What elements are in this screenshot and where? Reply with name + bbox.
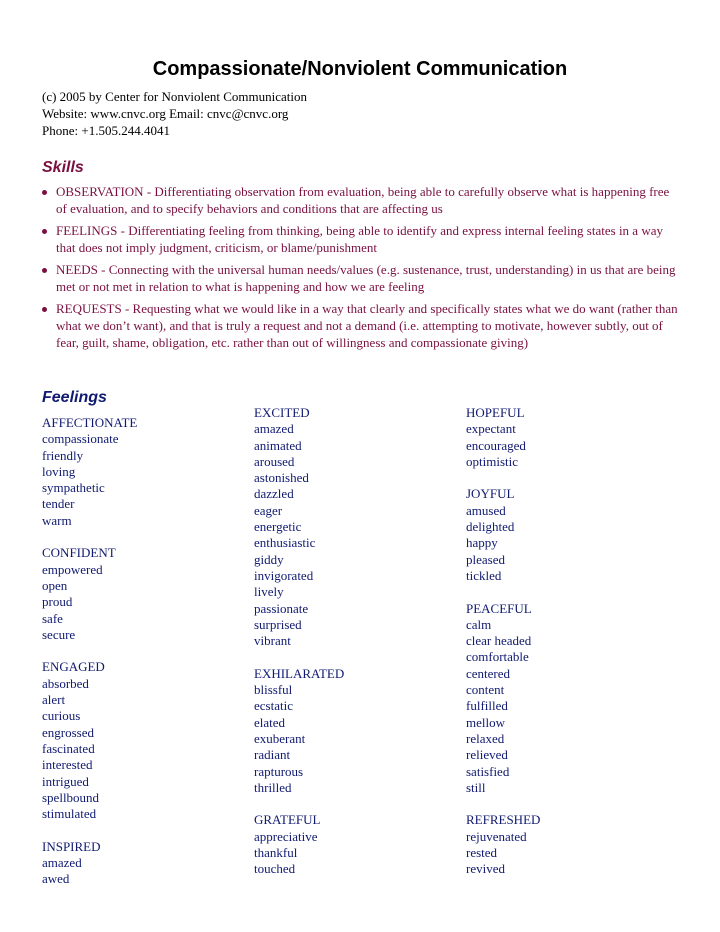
copyright-line: (c) 2005 by Center for Nonviolent Communication bbox=[42, 89, 308, 104]
feeling-word: happy bbox=[466, 535, 498, 551]
skill-item bbox=[42, 222, 682, 256]
feeling-word: surprised bbox=[254, 616, 302, 632]
feeling-word: interested bbox=[42, 757, 93, 773]
feeling-word: awed bbox=[42, 871, 70, 887]
feeling-group bbox=[254, 405, 344, 649]
feeling-word: aroused bbox=[254, 453, 295, 469]
feeling-word: empowered bbox=[42, 561, 103, 577]
feeling-word: relaxed bbox=[466, 730, 505, 746]
feeling-word: lively bbox=[254, 584, 284, 600]
feeling-word: calm bbox=[466, 616, 492, 632]
feeling-word: energetic bbox=[254, 519, 302, 535]
feeling-word: still bbox=[466, 779, 486, 795]
feeling-word: thankful bbox=[254, 845, 298, 861]
feeling-word: spellbound bbox=[42, 789, 100, 805]
feeling-word: loving bbox=[42, 463, 76, 479]
phone-line: Phone: +1.505.244.4041 bbox=[42, 123, 170, 138]
feeling-group bbox=[254, 666, 344, 796]
feelings-column-1 bbox=[42, 415, 137, 904]
feeling-word: rested bbox=[466, 845, 498, 861]
feeling-word: sympathetic bbox=[42, 480, 105, 496]
feeling-word: tickled bbox=[466, 567, 502, 583]
skill-text: REQUESTS - Requesting what we would like in a way that clearly and specifically states what we do want (rather than what we don’t want), and that is truly a request and not a demand (i.e. attempting to motivate, however subtly, out of fear, guilt, shame, obligation, etc. rather than out of willingness and compassionate giving) bbox=[56, 301, 678, 350]
feeling-group bbox=[466, 812, 540, 877]
feeling-category: INSPIRED bbox=[42, 838, 101, 854]
feeling-category: ENGAGED bbox=[42, 659, 105, 675]
feeling-word: optimistic bbox=[466, 453, 518, 469]
feeling-group bbox=[42, 839, 137, 888]
feelings-column-3 bbox=[466, 405, 540, 894]
feeling-word: rapturous bbox=[254, 763, 304, 779]
bullet-icon bbox=[42, 307, 47, 312]
feeling-category: GRATEFUL bbox=[254, 812, 321, 828]
feeling-category: EXCITED bbox=[254, 405, 310, 420]
feeling-word: elated bbox=[254, 714, 286, 730]
feeling-word: curious bbox=[42, 708, 81, 724]
feeling-word: relieved bbox=[466, 747, 508, 763]
feeling-word: amused bbox=[466, 502, 506, 518]
feeling-word: giddy bbox=[254, 551, 284, 567]
feeling-word: clear headed bbox=[466, 633, 532, 649]
feeling-word: stimulated bbox=[42, 806, 97, 822]
feeling-word: rejuvenated bbox=[466, 828, 527, 844]
feeling-word: safe bbox=[42, 610, 63, 626]
feeling-word: astonished bbox=[254, 470, 309, 486]
feeling-word: fascinated bbox=[42, 740, 95, 756]
feeling-word: warm bbox=[42, 512, 72, 528]
feeling-category: AFFECTIONATE bbox=[42, 415, 138, 430]
feeling-word: revived bbox=[466, 861, 505, 877]
feeling-group bbox=[42, 659, 137, 822]
bullet-icon bbox=[42, 268, 47, 273]
feeling-word: vibrant bbox=[254, 633, 291, 649]
feeling-word: alert bbox=[42, 692, 66, 708]
feeling-word: expectant bbox=[466, 421, 516, 437]
feeling-word: friendly bbox=[42, 447, 84, 463]
feeling-word: centered bbox=[466, 665, 511, 681]
copyright-block bbox=[42, 88, 307, 139]
feeling-word: compassionate bbox=[42, 431, 119, 447]
feeling-word: ecstatic bbox=[254, 698, 293, 714]
feeling-category: REFRESHED bbox=[466, 812, 541, 828]
feeling-word: engrossed bbox=[42, 724, 94, 740]
feeling-word: blissful bbox=[254, 682, 293, 698]
feeling-word: intrigued bbox=[42, 773, 89, 789]
skill-text: OBSERVATION - Differentiating observation from evaluation, being able to carefully observe what is happening free of evaluation, and to specify behaviors and conditions that are affecting us bbox=[56, 184, 670, 216]
feeling-category: PEACEFUL bbox=[466, 600, 532, 616]
feelings-heading: Feelings bbox=[42, 389, 107, 406]
feeling-word: content bbox=[466, 682, 505, 698]
feeling-word: dazzled bbox=[254, 486, 294, 502]
feeling-group bbox=[466, 405, 540, 470]
feeling-word: pleased bbox=[466, 551, 505, 567]
skill-text: FEELINGS - Differentiating feeling from thinking, being able to identify and express internal feeling states in a way that does not imply judgment, criticism, or blame/punishment bbox=[56, 223, 663, 255]
skill-item bbox=[42, 300, 682, 351]
feeling-word: satisfied bbox=[466, 763, 510, 779]
skill-text: NEEDS - Connecting with the universal human needs/values (e.g. sustenance, trust, understanding) in us that are being met or not met in relation to what is happening and how we are feeling bbox=[56, 262, 676, 294]
feeling-word: secure bbox=[42, 626, 76, 642]
feeling-word: open bbox=[42, 577, 68, 593]
feeling-word: appreciative bbox=[254, 828, 318, 844]
feeling-word: encouraged bbox=[466, 437, 526, 453]
feeling-word: absorbed bbox=[42, 675, 89, 691]
feeling-word: proud bbox=[42, 594, 73, 610]
feeling-word: comfortable bbox=[466, 649, 529, 665]
feelings-column-2 bbox=[254, 405, 344, 894]
feeling-category: CONFIDENT bbox=[42, 545, 116, 561]
feeling-word: exuberant bbox=[254, 730, 306, 746]
feeling-word: invigorated bbox=[254, 567, 314, 583]
feeling-category: JOYFUL bbox=[466, 486, 515, 502]
skill-item bbox=[42, 183, 682, 217]
feeling-word: amazed bbox=[254, 421, 294, 437]
bullet-icon bbox=[42, 190, 47, 195]
feeling-word: radiant bbox=[254, 747, 291, 763]
feeling-category: EXHILARATED bbox=[254, 665, 345, 681]
document-title: Compassionate/Nonviolent Communication bbox=[152, 58, 568, 80]
feeling-word: eager bbox=[254, 502, 283, 518]
feeling-group bbox=[254, 812, 344, 877]
feeling-word: mellow bbox=[466, 714, 505, 730]
bullet-icon bbox=[42, 229, 47, 234]
feeling-word: thrilled bbox=[254, 779, 292, 795]
feeling-word: touched bbox=[254, 861, 296, 877]
feeling-word: enthusiastic bbox=[254, 535, 316, 551]
skills-list bbox=[42, 183, 682, 356]
feeling-word: fulfilled bbox=[466, 698, 508, 714]
feeling-word: delighted bbox=[466, 519, 515, 535]
feeling-group bbox=[466, 486, 540, 584]
skill-item bbox=[42, 261, 682, 295]
skills-heading: Skills bbox=[42, 159, 84, 176]
feeling-word: passionate bbox=[254, 600, 309, 616]
feeling-word: amazed bbox=[42, 855, 82, 871]
feeling-word: tender bbox=[42, 496, 75, 512]
contact-line: Website: www.cnvc.org Email: cnvc@cnvc.org bbox=[42, 106, 289, 121]
feeling-group bbox=[42, 415, 137, 529]
feeling-group bbox=[466, 601, 540, 797]
feeling-category: HOPEFUL bbox=[466, 405, 525, 420]
feeling-group bbox=[42, 545, 137, 643]
feeling-word: animated bbox=[254, 437, 302, 453]
